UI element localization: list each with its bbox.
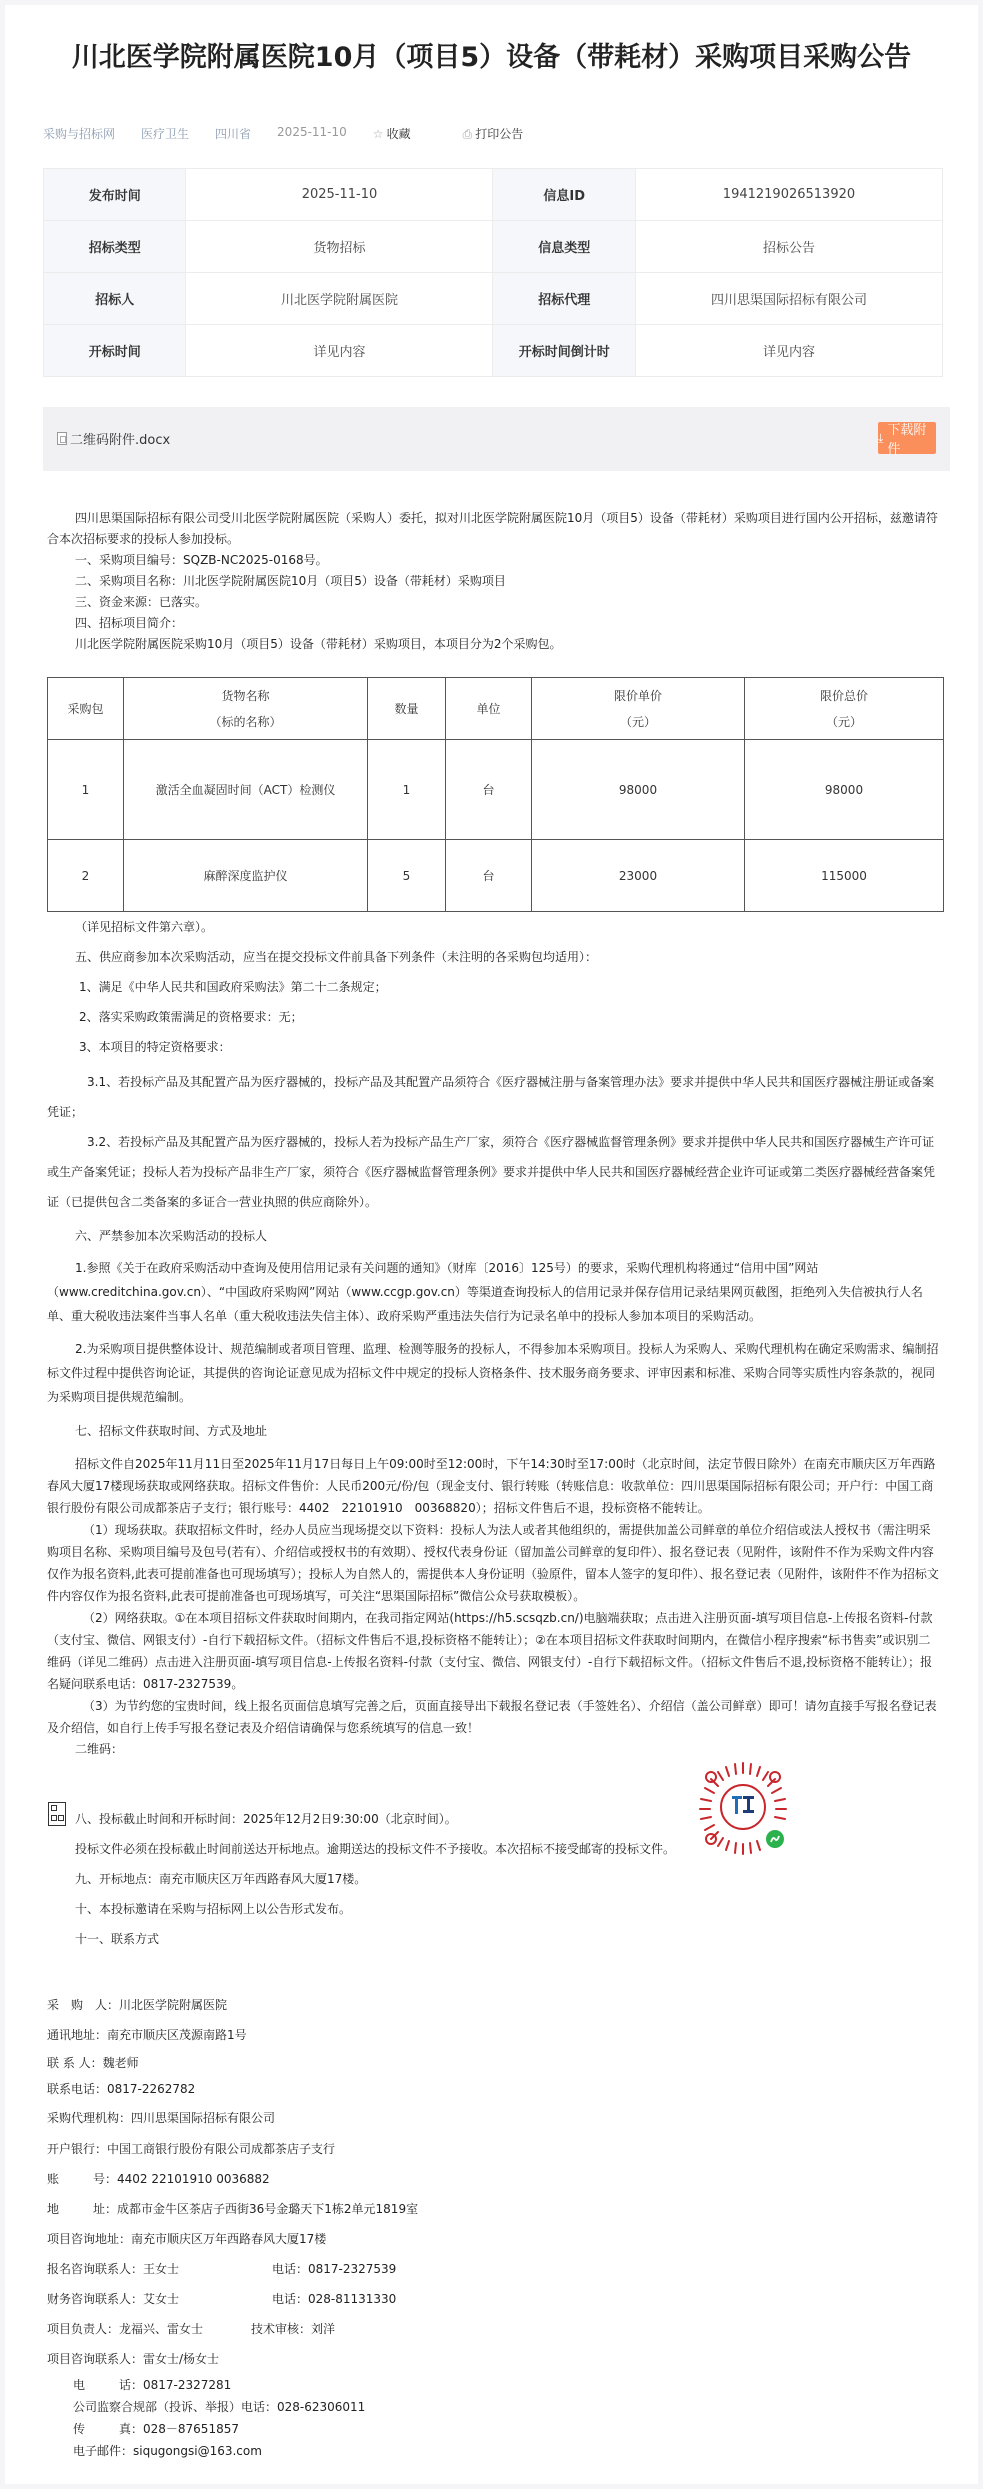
section-7-online: （2）网络获取。①在本项目招标文件获取时间期内，在我司指定网站(https://h5.scsqzb.cn/)电脑端获取；点击进入注册页面-填写项目信息-上传报名资料-付款（支付宝、微信、网银支付）-自行下载招标文件。（招标文件售后不退,投标资格不能转让）；②在本项目招标文件获取时间期内，在微信小程序搜索“标书售卖”或识别二维码（详见二维码）点击进入注册页面-填写项目信息-上传报名资料-付款（支付宝、微信、网银支付）-自行下载招标文件。（招标文件售后不退,投标资格不能转让）；报名疑问联系电话：0817-2327539。 [47, 1611, 933, 1691]
info-value: 详见内容 [186, 325, 493, 377]
attachment-file-name: 二维码附件.docx [70, 433, 171, 448]
tel-label: 电 [73, 2378, 86, 2392]
cell-total: 98000 [745, 740, 944, 840]
meta-bar [43, 125, 575, 142]
finance-phone: 电话：028-81131330 [272, 2292, 397, 2306]
cell-name: 激活全血凝固时间（ACT）检测仪 [124, 740, 368, 840]
cell-name: 麻醉深度监护仪 [124, 840, 368, 912]
download-label: 下载附件 [887, 423, 927, 457]
condition-3-1: 3.1、若投标产品及其配置产品为医疗器械的，投标产品及其配置产品须符合《医疗器械注册与备案管理办法》要求并提供中华人民共和国医疗器械注册证或备案凭证； [47, 1075, 935, 1119]
header-pkg: 采购包 [48, 678, 124, 740]
condition-3: 3、本项目的特定资格要求： [79, 1040, 231, 1054]
header-name [124, 678, 368, 740]
contact-finance [47, 2284, 942, 2314]
broken-image-square [51, 1815, 57, 1821]
header-total [745, 678, 944, 740]
contact-phone: 联系电话：0817-2262782 [47, 2082, 196, 2096]
contact-extra [47, 2374, 942, 2462]
cell-qty: 5 [368, 840, 446, 912]
items-header-row [48, 678, 944, 740]
print-button[interactable] [463, 125, 550, 142]
account-label: 账 [47, 2172, 60, 2186]
cell-price: 98000 [532, 740, 745, 840]
broken-image-icon [48, 1802, 66, 1826]
favorite-label: 收藏 [386, 127, 411, 141]
section-7-note: （3）为节约您的宝贵时间，线上报名页面信息填写完善之后，页面直接导出下载报名登记表（手签姓名）、介绍信（盖公司鲜章）即可！请勿直接手写报名登记表及介绍信，如自行上传手写报名登记表及介绍信请确保与您系统填写的信息一致！ [47, 1699, 937, 1735]
project-intro-heading: 四、招标项目简介： [75, 616, 184, 630]
address-value: 址：成都市金牛区茶店子西街36号金璐天下1栋2单元1819室 [93, 2202, 419, 2216]
contact-email[interactable]: 电子邮件：siqugongsi@163.com [73, 2444, 262, 2458]
info-value: 2025-11-10 [186, 169, 493, 221]
page-title: 川北医学院附属医院10月（项目5）设备（带耗材）采购项目采购公告 [71, 42, 912, 73]
contact-consult-address: 项目咨询地址：南充市顺庆区万年西路春风大厦17楼 [47, 2232, 327, 2246]
section-7-paragraph: 招标文件自2025年11月11日至2025年11月17日每日上午09:00时至12:00时，下午14:30时至17:00时（北京时间，法定节假日除外）在南充市顺庆区万年西路春风大厦17楼现场获取或网络获取。招标文件售价：人民币200元/份/包（现金支付、银行转账（转账信息：收款单位：四川思渠国际招标有限公司；开户行：中国工商银行股份有限公司成都茶店子支行；银行账号：4402 22101910 00368820）；招标文件售后不退，投标资格不能转让。 [47, 1457, 936, 1515]
broken-image-square [58, 1815, 64, 1821]
attachment-file[interactable] [57, 429, 170, 448]
condition-2: 2、落实采购政策需满足的资格要求：无； [79, 1010, 303, 1024]
section-10: 十、本投标邀请在采购与招标网上以公告形式发布。 [75, 1902, 352, 1916]
condition-3-2: 3.2、若投标产品及其配置产品为医疗器械的，投标人若为投标产品生产厂家，须符合《医疗器械监督管理条例》要求并提供中华人民共和国医疗器械生产许可证或生产备案凭证；投标人若为投标产品非生产厂家，须符合《医疗器械监督管理条例》要求并提供中华人民共和国医疗器械经营企业许可证或第二类医疗器械经营备案凭证（已提供包含二类备案的多证合一营业执照的供应商除外）。 [47, 1135, 936, 1209]
info-row [44, 169, 943, 221]
breadcrumb-site-link[interactable]: 采购与招标网 [43, 127, 116, 141]
header-qty: 数量 [368, 678, 446, 740]
info-value: 货物招标 [186, 221, 493, 273]
section-7-heading: 七、招标文件获取时间、方式及地址 [75, 1424, 268, 1438]
header-name-line2: （标的名称） [209, 714, 282, 729]
qr-logo-ring [721, 1785, 765, 1829]
table-row [48, 740, 944, 840]
qr-logo-mark [735, 1796, 738, 1814]
technical-reviewer: 技术审核：刘洋 [251, 2322, 336, 2336]
section-11-heading: 十一、联系方式 [75, 1932, 160, 1946]
attachment-bar [43, 407, 950, 471]
project-intro-text: 川北医学院附属医院采购10月（项目5）设备（带耗材）采购项目，本项目分为2个采购包。 [75, 637, 562, 651]
info-value: 招标公告 [635, 221, 942, 273]
download-attachment-button[interactable] [878, 422, 936, 457]
print-label: 打印公告 [475, 127, 524, 141]
header-unit: 单位 [446, 678, 532, 740]
contact-project-lead [47, 2314, 942, 2344]
contact-person: 联 系 人：魏老师 [47, 2056, 139, 2070]
cell-price: 23000 [532, 840, 745, 912]
contact-tel [73, 2374, 942, 2396]
cell-total: 115000 [745, 840, 944, 912]
contact-project-consult: 项目咨询联系人：雷女士/杨女士 [47, 2352, 220, 2366]
cell-pkg: 2 [48, 840, 124, 912]
header-price [532, 678, 745, 740]
fax-label: 传 [73, 2422, 86, 2436]
qr-logo-mark [743, 1810, 754, 1813]
info-key: 发布时间 [44, 169, 186, 221]
cell-qty: 1 [368, 740, 446, 840]
qr-label: 二维码： [75, 1742, 124, 1756]
info-value: 详见内容 [635, 325, 942, 377]
star-icon: ☆ [372, 127, 384, 141]
intro-paragraph: 四川思渠国际招标有限公司受川北医学院附属医院（采购人）委托，拟对川北医学院附属医院10月（项目5）设备（带耗材）采购项目进行国内公开招标，兹邀请符合本次招标要求的投标人参加投标。 [47, 511, 938, 546]
project-manager: 项目负责人：龙福兴、雷女士 [47, 2322, 204, 2336]
broken-image-square [51, 1805, 57, 1811]
favorite-button[interactable] [373, 125, 437, 142]
body-section [47, 917, 942, 1950]
header-price-line1: 限价单价 [613, 688, 662, 703]
category-link[interactable]: 医疗卫生 [141, 127, 190, 141]
contact-address: 通讯地址：南充市顺庆区茂源南路1号 [47, 2028, 247, 2042]
fax-value: 真：028－87651857 [119, 2422, 239, 2436]
section-8-paragraph: 投标文件必须在投标截止时间前送达开标地点。逾期送达的投标文件不予接收。本次招标不接受邮寄的投标文件。 [75, 1842, 676, 1856]
section-5-heading: 五、供应商参加本次采购活动，应当在提交投标文件前具备下列条件（未注明的各采购包均适用）： [75, 950, 598, 964]
finance-contact: 财务咨询联系人：艾女士 [47, 2292, 180, 2306]
address-label: 地 [47, 2202, 60, 2216]
qr-placeholder-space [47, 1760, 942, 1800]
info-table [43, 168, 943, 377]
printer-icon: ⎙ [462, 127, 473, 141]
info-value: 川北医学院附属医院 [186, 273, 493, 325]
header-total-line2: （元） [825, 714, 862, 729]
table-row [48, 840, 944, 912]
info-key: 开标时间倒计时 [493, 325, 635, 377]
info-key: 招标代理 [493, 273, 635, 325]
cell-unit: 台 [446, 740, 532, 840]
info-row [44, 273, 943, 325]
contact-fax [73, 2418, 942, 2440]
see-chapter-note: （详见招标文件第六章）。 [75, 920, 214, 934]
project-name: 二、采购项目名称：川北医学院附属医院10月（项目5）设备（带耗材）采购项目 [75, 574, 506, 588]
contact-registration [47, 2254, 942, 2284]
header-price-line2: （元） [619, 714, 656, 729]
registration-contact: 报名咨询联系人：王女士 [47, 2262, 180, 2276]
info-key: 招标人 [44, 273, 186, 325]
page [5, 5, 978, 2484]
section-8-heading: 八、投标截止时间和开标时间：2025年12月2日9:30:00（北京时间）。 [75, 1812, 457, 1826]
section-6-item-1: 1.参照《关于在政府采购活动中查询及使用信用记录有关问题的通知》（财库〔2016〕125号）的要求，采购代理机构将通过“信用中国”网站（www.creditchina.gov.cn）、“中国政府采购网”网站（www.ccgp.gov.cn）等渠道查询投标人的信用记录并保存信用记录结果网页截图，拒绝列入失信被执行人名单、重大税收违法案件当事人名单（重大税收违法失信主体）、政府采购严重违法失信行为记录名单中的投标人参加本项目的采购活动。 [47, 1261, 923, 1323]
info-key: 开标时间 [44, 325, 186, 377]
contact-bank: 开户银行：中国工商银行股份有限公司成都茶店子支行 [47, 2142, 336, 2156]
contact-account [47, 2164, 942, 2194]
tel-value: 话：0817-2327281 [119, 2378, 232, 2392]
mini-program-qr-code [691, 1757, 795, 1857]
info-key: 信息类型 [493, 221, 635, 273]
download-icon: ⤓ [878, 430, 884, 445]
info-key: 信息ID [493, 169, 635, 221]
section-6-heading: 六、严禁参加本次采购活动的投标人 [75, 1229, 268, 1243]
funding-source: 三、资金来源：已落实。 [75, 595, 208, 609]
section-6-item-2: 2.为采购项目提供整体设计、规范编制或者项目管理、监理、检测等服务的投标人，不得参加本采购项目。投标人为采购人、采购代理机构在确定采购需求、编制招标文件过程中提供咨询论证，其提供的咨询论证意见成为招标文件中规定的投标人资格条件、技术服务商务要求、评审因素和标准、采购合同等实质性内容条款的，视同为采购项目提供规范编制。 [47, 1342, 939, 1404]
info-row [44, 325, 943, 377]
contacts-section [47, 1990, 942, 2462]
contact-agency-address [47, 2194, 942, 2224]
publish-date: 2025-11-10 [277, 125, 347, 139]
cell-unit: 台 [446, 840, 532, 912]
items-table [47, 677, 944, 912]
document-icon [57, 432, 67, 445]
section-7-onsite: （1）现场获取。获取招标文件时，经办人员应当现场提交以下资料：投标人为法人或者其他组织的，需提供加盖公司鲜章的单位介绍信或法人授权书（需注明采购项目名称、采购项目编号及包号(若有）、介绍信或授权书的有效期）、授权代表身份证（留加盖公司鲜章的复印件）、报名登记表（见附件，该附件不作为采购文件内容仅作为报名资料,此表可提前准备也可现场填写）；投标人为自然人的，需提供本人身份证明（验原件，留本人签字的复印件）、报名登记表（见附件，该附件不作为招标文件内容仅作为报名资料,此表可提前准备也可现场填写，可关注“思渠国际招标”微信公众号获取模板）。 [47, 1523, 939, 1603]
info-key: 招标类型 [44, 221, 186, 273]
condition-1: 1、满足《中华人民共和国政府采购法》第二十二条规定； [79, 980, 387, 994]
cell-pkg: 1 [48, 740, 124, 840]
info-value: 四川思渠国际招标有限公司 [635, 273, 942, 325]
qr-logo-mark [747, 1796, 750, 1812]
account-value: 号：4402 22101910 0036882 [93, 2172, 270, 2186]
contact-buyer: 采 购 人：川北医学院附属医院 [47, 1998, 228, 2012]
contact-compliance: 公司监察合规部（投诉、举报）电话：028-62306011 [73, 2400, 366, 2414]
intro-section [47, 508, 942, 655]
info-value: 1941219026513920 [635, 169, 942, 221]
registration-phone: 电话：0817-2327539 [272, 2262, 397, 2276]
info-row [44, 221, 943, 273]
header-total-line1: 限价总价 [819, 688, 868, 703]
section-9: 九、开标地点：南充市顺庆区万年西路春风大厦17楼。 [75, 1872, 367, 1886]
header-name-line1: 货物名称 [221, 688, 270, 703]
region-link[interactable]: 四川省 [215, 127, 252, 141]
contact-agency: 采购代理机构：四川思渠国际招标有限公司 [47, 2111, 276, 2125]
project-number: 一、采购项目编号：SQZB-NC2025-0168号。 [75, 553, 328, 567]
